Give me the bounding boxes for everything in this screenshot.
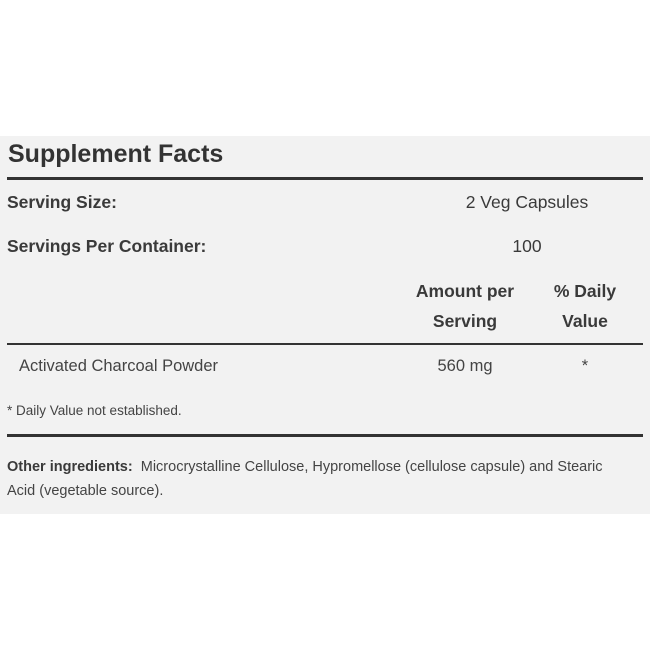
header-divider [7, 343, 643, 345]
daily-value-header-line-1: % Daily [553, 281, 617, 301]
amount-per-serving-header [400, 276, 530, 336]
footer-divider [7, 434, 643, 437]
daily-value-footnote: * Daily Value not established. [7, 403, 182, 418]
title-divider [7, 177, 643, 180]
other-ingredients-text: Microcrystalline Cellulose, Hypromellose (cellulose capsule) and Stearic Acid (vegetable source). [7, 459, 603, 499]
panel-title: Supplement Facts [8, 140, 224, 168]
other-ingredients-label: Other ingredients: [7, 459, 133, 475]
serving-size-value: 2 Veg Capsules [465, 192, 589, 212]
supplement-facts-panel [0, 136, 650, 514]
other-ingredients [7, 455, 607, 503]
amount-header-line-1: Amount per [415, 281, 515, 301]
servings-per-container-value: 100 [512, 236, 542, 256]
ingredient-daily-value: * [581, 357, 589, 375]
amount-header-line-2: Serving [432, 311, 498, 331]
daily-value-header [539, 276, 631, 336]
serving-size-label: Serving Size: [7, 192, 117, 212]
daily-value-header-line-2: Value [562, 311, 608, 331]
ingredient-amount: 560 mg [437, 357, 493, 375]
supplement-facts-content [7, 136, 643, 514]
servings-per-container-label: Servings Per Container: [7, 236, 207, 256]
ingredient-name: Activated Charcoal Powder [19, 357, 219, 375]
